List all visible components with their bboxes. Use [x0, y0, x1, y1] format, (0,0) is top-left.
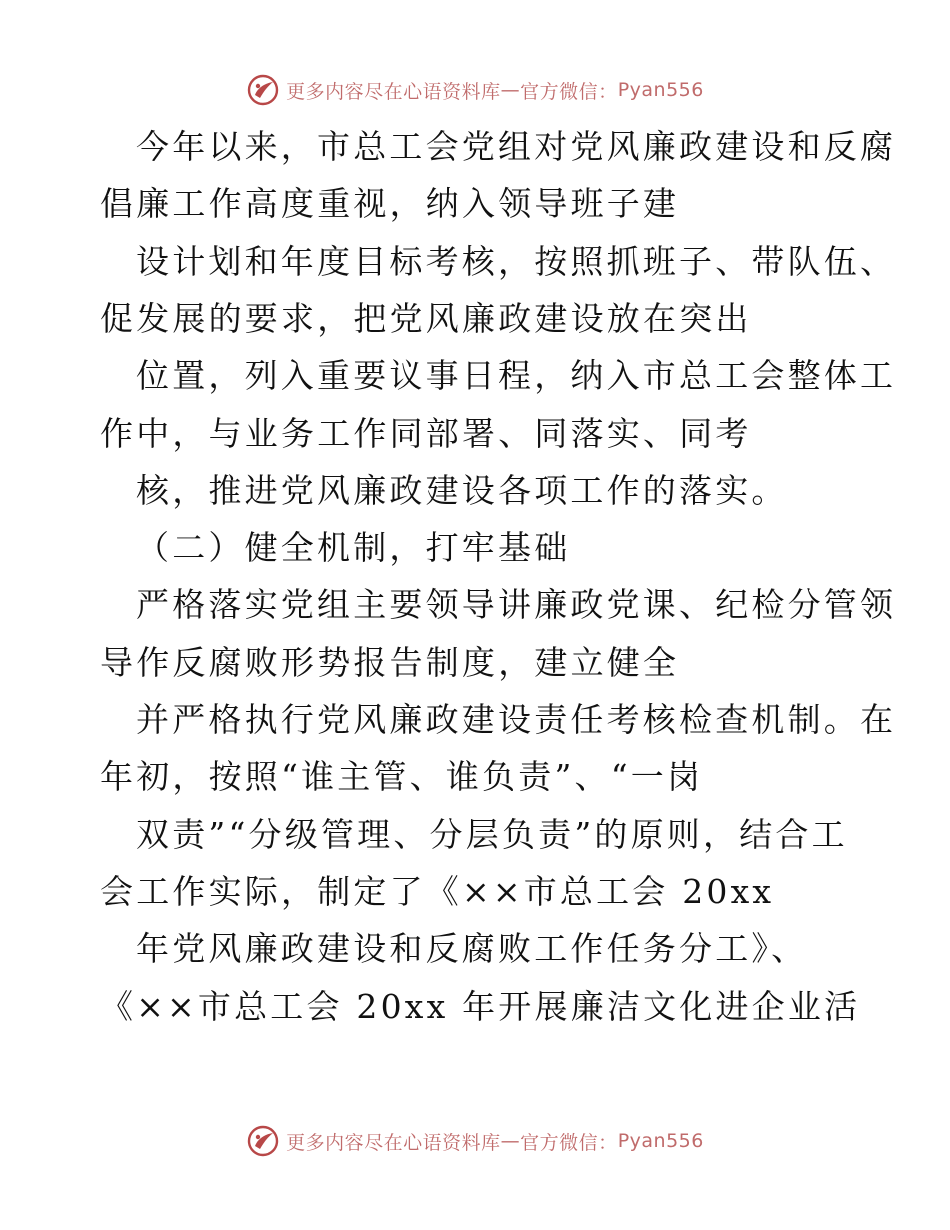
- document-line: 设计划和年度目标考核，按照抓班子、带队伍、: [136, 241, 897, 281]
- document-line: 并严格执行党风廉政建设责任考核检查机制。在: [136, 700, 897, 739]
- document-line: 双责”“分级管理、分层负责”的原则，结合工: [136, 814, 848, 854]
- document-line: （二）健全机制，打牢基础: [136, 528, 571, 568]
- document-line: 作中，与业务工作同部署、同落实、同考: [100, 413, 752, 453]
- document-line: 位置，列入重要议事日程，纳入市总工会整体工: [136, 356, 897, 396]
- watermark-wechat-label: 官方微信：: [520, 80, 618, 103]
- brand-logo-icon: [246, 1124, 280, 1158]
- document-line: 核，推进党风廉政建设各项工作的落实。: [136, 470, 788, 510]
- document-line: 倡廉工作高度重视，纳入领导班子建: [100, 184, 680, 224]
- document-line: 会工作实际，制定了《××市总工会 20xx: [100, 871, 775, 911]
- header-watermark: [0, 72, 950, 108]
- brand-logo-icon: [246, 73, 280, 107]
- document-line: 《××市总工会 20xx 年开展廉洁文化进企业活: [100, 986, 861, 1026]
- watermark-wechat-label: 官方微信：: [520, 1131, 618, 1154]
- document-line: 今年以来，市总工会党组对党风廉政建设和反腐: [136, 127, 897, 166]
- document-line: 严格落实党组主要领导讲廉政党课、纪检分管领: [136, 585, 897, 625]
- watermark-dash: —: [500, 1130, 521, 1152]
- document-line: 年党风廉政建设和反腐败工作任务分工》、: [136, 929, 808, 969]
- watermark-wechat-id: Pyan556: [617, 79, 704, 101]
- watermark-dash: —: [500, 79, 521, 101]
- document-line: 促发展的要求，把党风廉政建设放在突出: [100, 298, 752, 338]
- watermark-main-text: 更多内容尽在心语资料库: [286, 80, 501, 103]
- document-line: 导作反腐败形势报告制度，建立健全: [100, 642, 680, 682]
- watermark-main-text: 更多内容尽在心语资料库: [286, 1131, 501, 1154]
- watermark-wechat-id: Pyan556: [617, 1130, 704, 1152]
- footer-watermark: [0, 1123, 950, 1159]
- document-line: 年初，按照“谁主管、谁负责”、“一岗: [100, 757, 704, 797]
